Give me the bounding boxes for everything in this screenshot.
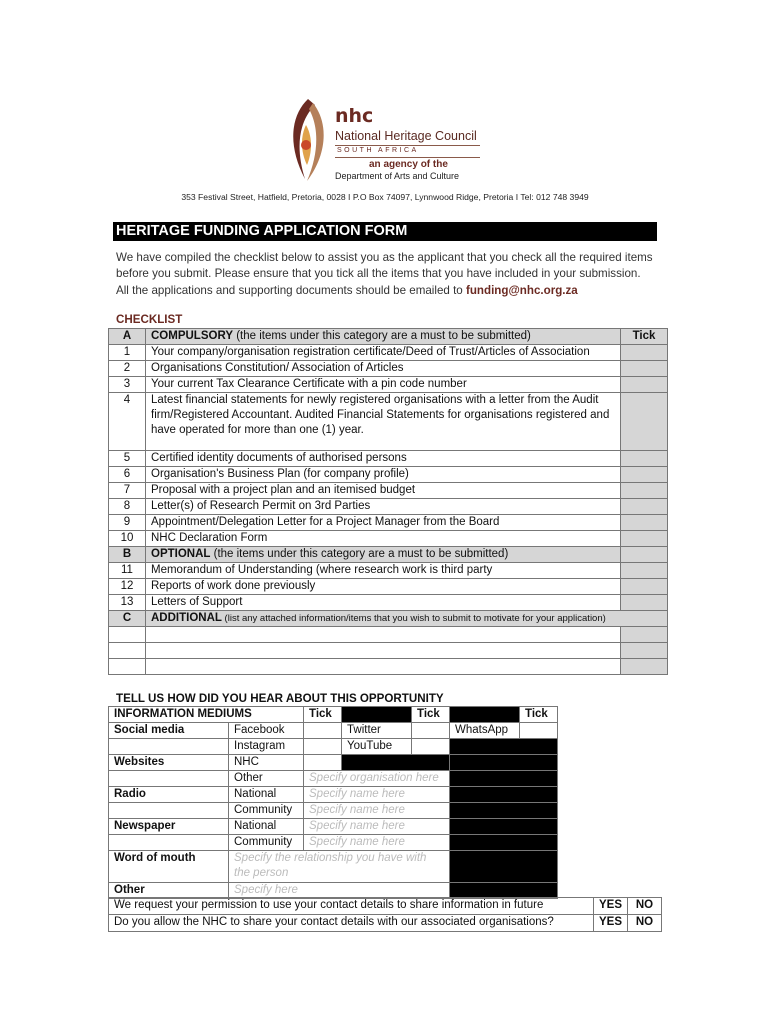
specify-organisation-field[interactable]: Specify organisation here: [304, 771, 450, 787]
specify-name-field[interactable]: Specify name here: [304, 835, 450, 851]
intro-text: We have compiled the checklist below to assist you as the applicant that you check all the required items before you submit. Please ensure that you tick all the items that you have included in your submission. All the applications and supporting documents should be emailed to: [116, 251, 653, 297]
item-number: 11: [109, 563, 146, 579]
medium-option: Other: [229, 771, 304, 787]
blank-cell: [450, 707, 520, 723]
blank-cell: [450, 739, 558, 755]
item-text: NHC Declaration Form: [146, 531, 621, 547]
medium-label: Radio: [109, 787, 229, 803]
blank-cell: [450, 851, 558, 883]
tick-header: Tick: [621, 329, 668, 345]
tick-cell[interactable]: [621, 345, 668, 361]
medium-label: Social media: [109, 723, 229, 739]
section-row-compulsory: [109, 329, 668, 345]
blank-cell: [109, 771, 229, 787]
medium-label: Newspaper: [109, 819, 229, 835]
tick-cell[interactable]: [621, 627, 668, 643]
checklist-heading: CHECKLIST: [116, 313, 183, 326]
section-letter: A: [109, 329, 146, 345]
item-text: Certified identity documents of authorised persons: [146, 451, 621, 467]
logo-org-name: National Heritage Council: [335, 129, 477, 143]
tick-cell[interactable]: [304, 755, 342, 771]
table-row: [109, 627, 668, 643]
item-text: Organisations Constitution/ Association of Articles: [146, 361, 621, 377]
no-option[interactable]: NO: [628, 915, 662, 932]
tick-cell[interactable]: [304, 739, 342, 755]
item-number: 5: [109, 451, 146, 467]
blank-cell: [342, 707, 412, 723]
permission-question: We request your permission to use your contact details to share information in future: [109, 898, 594, 915]
item-text: Memorandum of Understanding (where research work is third party: [146, 563, 621, 579]
tick-cell[interactable]: [621, 361, 668, 377]
blank-cell: [450, 819, 558, 835]
address-line: 353 Festival Street, Hatfield, Pretoria, 0028 I P.O Box 74097, Lynnwood Ridge, Pretoria I Tel: 012 748 3949: [181, 192, 589, 202]
intro-paragraph: [116, 250, 656, 299]
mediums-header: INFORMATION MEDIUMS: [109, 707, 304, 723]
table-row: [109, 659, 668, 675]
item-number: 9: [109, 515, 146, 531]
section-letter: C: [109, 611, 146, 627]
form-title: HERITAGE FUNDING APPLICATION FORM: [116, 223, 408, 239]
tick-cell[interactable]: [621, 579, 668, 595]
medium-option: National: [229, 819, 304, 835]
table-row: [109, 451, 668, 467]
item-number: 8: [109, 499, 146, 515]
item-number: 3: [109, 377, 146, 393]
yes-option[interactable]: YES: [593, 898, 627, 915]
table-row: [109, 643, 668, 659]
specify-name-field[interactable]: Specify name here: [304, 803, 450, 819]
logo-divider: [335, 157, 480, 158]
table-row: [109, 563, 668, 579]
tick-cell[interactable]: [621, 377, 668, 393]
tick-cell[interactable]: [621, 595, 668, 611]
tick-cell[interactable]: [621, 499, 668, 515]
item-text: Proposal with a project plan and an itemised budget: [146, 483, 621, 499]
medium-option: YouTube: [342, 739, 412, 755]
medium-option: Twitter: [342, 723, 412, 739]
medium-label: Word of mouth: [109, 851, 229, 883]
logo-wordmark: nhc: [335, 105, 374, 127]
item-text: Letter(s) of Research Permit on 3rd Parties: [146, 499, 621, 515]
tick-cell[interactable]: [304, 723, 342, 739]
item-text: Appointment/Delegation Letter for a Project Manager from the Board: [146, 515, 621, 531]
item-text: Reports of work done previously: [146, 579, 621, 595]
logo-divider: [335, 145, 480, 146]
medium-option: NHC: [229, 755, 304, 771]
checklist-table: [108, 328, 668, 675]
permission-question: Do you allow the NHC to share your contact details with our associated organisations?: [109, 915, 594, 932]
medium-option: Community: [229, 835, 304, 851]
tick-cell[interactable]: [621, 643, 668, 659]
section-letter: B: [109, 547, 146, 563]
item-text: Your current Tax Clearance Certificate with a pin code number: [146, 377, 621, 393]
specify-relationship-field[interactable]: Specify the relationship you have with the person: [229, 851, 450, 883]
tick-cell[interactable]: [621, 659, 668, 675]
blank-cell: [109, 643, 146, 659]
tick-cell[interactable]: [412, 739, 450, 755]
tick-cell[interactable]: [621, 393, 668, 451]
tick-cell[interactable]: [621, 563, 668, 579]
specify-other-field[interactable]: Specify here: [229, 883, 450, 899]
table-row: [109, 499, 668, 515]
logo-department: Department of Arts and Culture: [335, 171, 460, 181]
table-row: [109, 467, 668, 483]
section-title: COMPULSORY (the items under this category are a must to be submitted): [146, 329, 621, 345]
tick-cell[interactable]: [412, 723, 450, 739]
section-title: OPTIONAL (the items under this category are a must to be submitted): [146, 547, 621, 563]
additional-item-field[interactable]: [146, 627, 621, 643]
section-row-additional: [109, 611, 668, 627]
table-row: [109, 345, 668, 361]
tick-header: Tick: [304, 707, 342, 723]
medium-label: Other: [109, 883, 229, 899]
blank-cell: [342, 755, 450, 771]
medium-option: Facebook: [229, 723, 304, 739]
tick-header: Tick: [520, 707, 558, 723]
blank-cell: [450, 835, 558, 851]
blank-cell: [450, 803, 558, 819]
item-text: Your company/organisation registration certificate/Deed of Trust/Articles of Association: [146, 345, 621, 361]
item-number: 12: [109, 579, 146, 595]
blank-cell: [109, 835, 229, 851]
nhc-logo: [285, 95, 490, 185]
table-row: [109, 483, 668, 499]
item-text: Latest financial statements for newly registered organisations with a letter from the Audit firm/Registered Accountant. Audited Financial Statements for organisations registered and have operated for more than one (1) year.: [146, 393, 621, 451]
table-row: [109, 531, 668, 547]
no-option[interactable]: NO: [628, 898, 662, 915]
tick-header: Tick: [412, 707, 450, 723]
item-number: 2: [109, 361, 146, 377]
item-text: Organisation's Business Plan (for company profile): [146, 467, 621, 483]
table-row: [109, 515, 668, 531]
additional-item-field[interactable]: [146, 659, 621, 675]
medium-option: Community: [229, 803, 304, 819]
mediums-table: [108, 706, 558, 899]
item-number: 1: [109, 345, 146, 361]
tick-cell[interactable]: [621, 467, 668, 483]
item-number: 10: [109, 531, 146, 547]
item-number: 7: [109, 483, 146, 499]
logo-country: SOUTH AFRICA: [337, 147, 419, 154]
additional-item-field[interactable]: [146, 643, 621, 659]
table-row: [109, 377, 668, 393]
medium-option: National: [229, 787, 304, 803]
funding-email-link[interactable]: funding@nhc.org.za: [465, 283, 578, 297]
section-row-optional: [109, 547, 668, 563]
blank-cell: [450, 771, 558, 787]
blank-cell: [109, 659, 146, 675]
permission-table: [108, 897, 662, 932]
table-row: [109, 361, 668, 377]
medium-label: Websites: [109, 755, 229, 771]
tick-cell: [621, 547, 668, 563]
tick-cell[interactable]: [520, 723, 558, 739]
blank-cell: [450, 787, 558, 803]
tick-cell[interactable]: [621, 531, 668, 547]
hear-heading: TELL US HOW DID YOU HEAR ABOUT THIS OPPORTUNITY: [116, 692, 444, 705]
item-text: Letters of Support: [146, 595, 621, 611]
tick-cell[interactable]: [621, 483, 668, 499]
table-row: [109, 393, 668, 451]
specify-name-field[interactable]: Specify name here: [304, 787, 450, 803]
item-number: 13: [109, 595, 146, 611]
section-title: ADDITIONAL (list any attached information/items that you wish to submit to motivate for your application): [146, 611, 668, 627]
logo-tagline: an agency of the: [369, 159, 448, 170]
blank-cell: [450, 755, 558, 771]
medium-option: Instagram: [229, 739, 304, 755]
tick-cell[interactable]: [621, 515, 668, 531]
specify-name-field[interactable]: Specify name here: [304, 819, 450, 835]
table-row: [109, 579, 668, 595]
table-row: [109, 595, 668, 611]
blank-cell: [109, 739, 229, 755]
blank-cell: [109, 803, 229, 819]
item-number: 4: [109, 393, 146, 451]
medium-option: WhatsApp: [450, 723, 520, 739]
nhc-emblem-icon: [285, 95, 331, 185]
yes-option[interactable]: YES: [593, 915, 627, 932]
tick-cell[interactable]: [621, 451, 668, 467]
item-number: 6: [109, 467, 146, 483]
blank-cell: [109, 627, 146, 643]
